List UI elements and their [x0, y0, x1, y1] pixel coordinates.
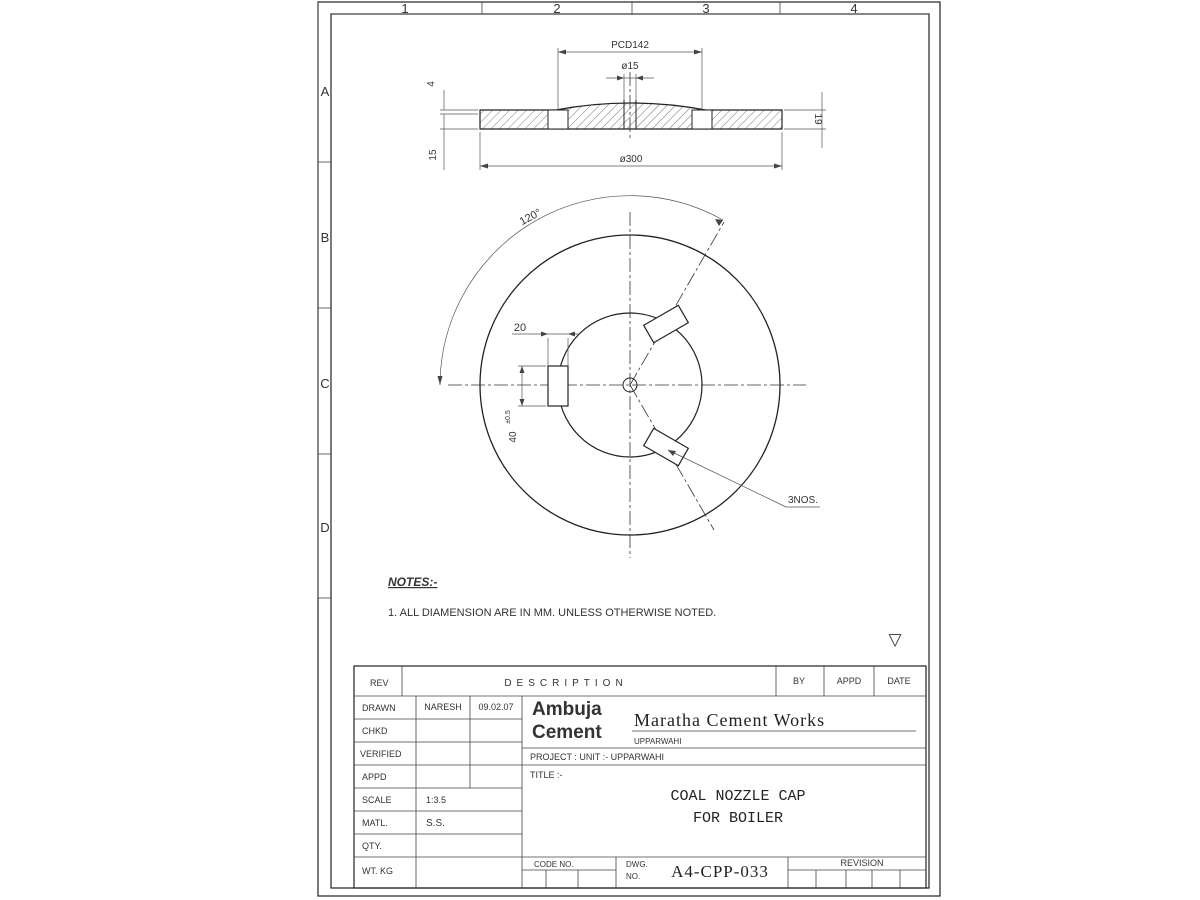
matl-value: S.S.	[426, 818, 445, 829]
dwg-no-label-2: NO.	[626, 872, 641, 881]
company-logo-line2: Cement	[532, 722, 602, 743]
outer-dia-label: ø300	[619, 154, 643, 165]
thk-base-label: 15	[428, 149, 439, 161]
section-slot-right	[692, 110, 712, 129]
title-line-1: COAL NOZZLE CAP	[670, 788, 806, 805]
section-body	[480, 103, 782, 129]
company-name: Maratha Cement Works	[634, 710, 826, 730]
column-label-1: 1	[401, 1, 409, 16]
row-label-d: D	[320, 520, 330, 535]
drawn-label: DRAWN	[362, 703, 396, 713]
row-label-c: C	[320, 376, 330, 391]
slot-upper	[644, 305, 689, 342]
note-item-1: 1. ALL DIAMENSION ARE IN MM. UNLESS OTHERWISE NOTED.	[388, 607, 717, 619]
rev-header-date: DATE	[887, 676, 911, 686]
matl-label: MATL.	[362, 818, 388, 828]
rev-header-by: BY	[792, 676, 806, 686]
chkd-label: CHKD	[362, 726, 388, 736]
slot-width-label: 20	[513, 322, 527, 334]
column-grid	[331, 1, 929, 16]
section-view	[426, 40, 826, 170]
column-label-4: 4	[850, 1, 858, 16]
scale-value: 1:3.5	[426, 795, 447, 805]
rev-header-appd: APPD	[836, 676, 862, 686]
dwg-no-label-1: DWG.	[626, 860, 648, 869]
pcd-label: PCD142	[611, 40, 649, 51]
section-slot-left	[548, 110, 568, 129]
title-label: TITLE :-	[530, 770, 563, 780]
wt-label: WT. KG	[362, 866, 393, 876]
thk-total-label: 19	[812, 113, 823, 125]
row-grid	[318, 84, 331, 535]
column-label-2: 2	[553, 1, 561, 16]
title-line-2: FOR BOILER	[692, 810, 784, 827]
verified-label: VERIFIED	[360, 749, 402, 759]
notes-section	[388, 575, 902, 649]
slot-left	[548, 366, 568, 406]
slot-length-label: 40	[508, 431, 519, 443]
row-label-a: A	[320, 84, 330, 99]
qty-leader-label: 3NOS.	[787, 495, 819, 506]
project-line: PROJECT : UNIT :- UPPARWAHI	[530, 752, 665, 762]
notes-heading: NOTES:-	[388, 575, 438, 589]
company-logo-line1: Ambuja	[532, 699, 602, 720]
qty-label: QTY.	[362, 841, 382, 851]
drawn-date: 09.02.07	[478, 702, 514, 712]
company-location: UPPARWAHI	[634, 737, 682, 746]
title-block	[354, 666, 926, 888]
hole-dia-label: ø15	[621, 61, 639, 72]
code-no-label: CODE NO.	[534, 860, 574, 869]
scale-label: SCALE	[362, 795, 392, 805]
rev-header-rev: REV	[370, 678, 389, 688]
slot-tolerance-label: ±0.5	[505, 410, 512, 424]
plan-view	[438, 196, 821, 558]
column-label-3: 3	[702, 1, 710, 16]
thk-small-label: 4	[426, 81, 437, 87]
revision-label: REVISION	[840, 858, 884, 868]
rev-header-description: DESCRIPTION	[504, 678, 628, 689]
revision-triangle-icon: ▽	[888, 630, 902, 649]
drawn-name: NARESH	[424, 702, 462, 712]
drawing-number: A4-CPP-033	[671, 862, 769, 881]
angle-label: 120°	[517, 206, 544, 228]
slot-lower	[644, 428, 689, 465]
row-label-b: B	[320, 230, 330, 245]
appd-label: APPD	[362, 772, 387, 782]
